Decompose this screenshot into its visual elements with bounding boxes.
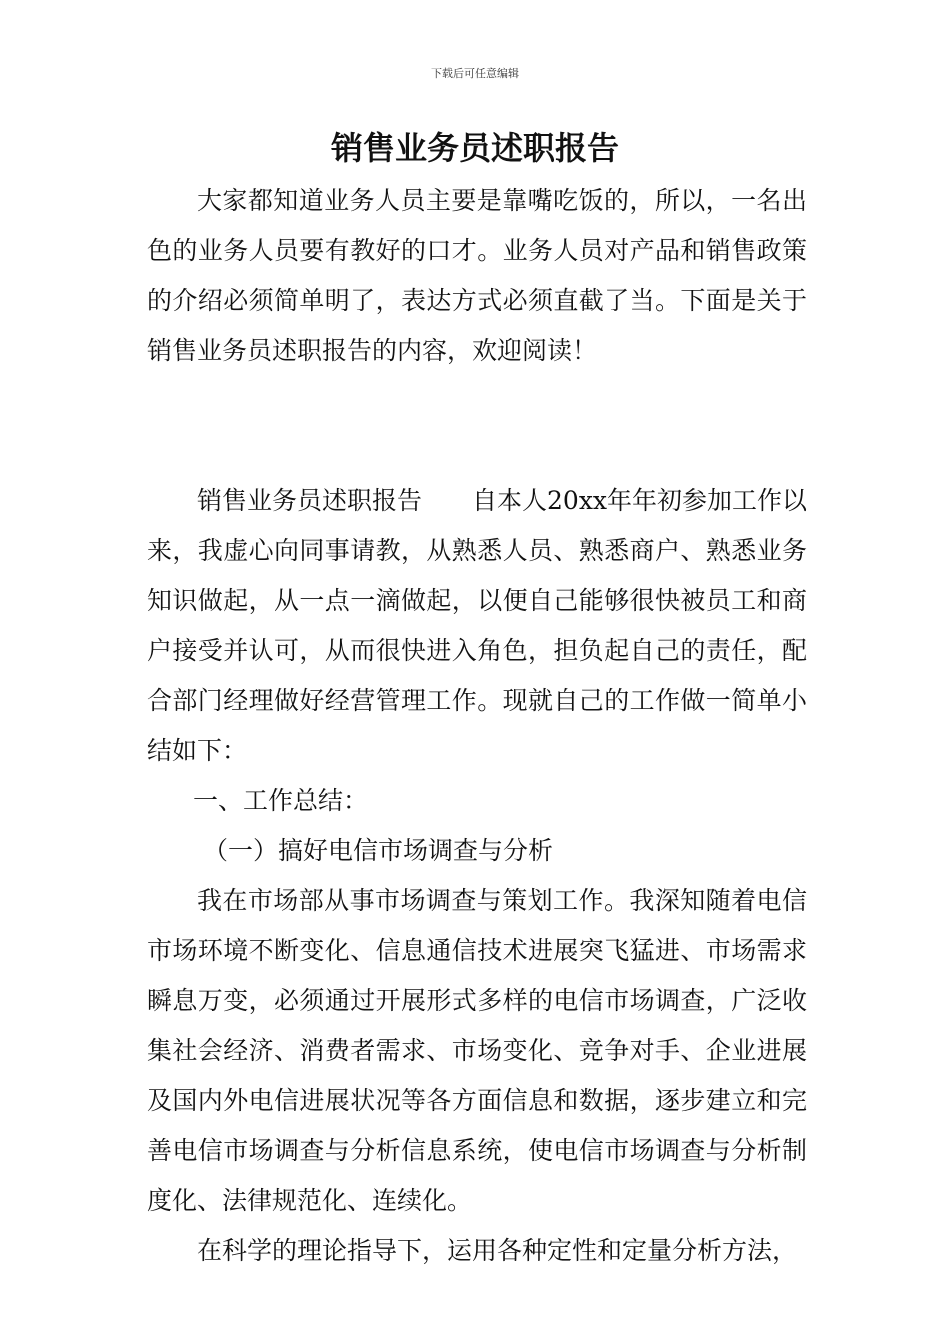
document-title: 销售业务员述职报告 [330, 129, 619, 167]
paragraph-spacer [147, 376, 807, 426]
science-paragraph: 在科学的理论指导下，运用各种定性和定量分析方法， [197, 1236, 798, 1265]
intro-paragraph: 大家都知道业务人员主要是靠嘴吃饭的，所以，一名出色的业务人员要有教好的口才。业务人员对产品和销售政策的介绍必须简单明了，表达方式必须直截了当。下面是关于销售业务员述职报告的内容，欢迎阅读！ [147, 186, 807, 365]
paragraph-spacer [147, 426, 807, 476]
header-note: 下载后可任意编辑 [431, 67, 519, 80]
document-body [147, 176, 807, 1276]
report-paragraph: 销售业务员述职报告 自本人20xx年年初参加工作以来，我虚心向同事请教，从熟悉人员、熟悉商户、熟悉业务知识做起，从一点一滴做起，以便自己能够很快被员工和商户接受并认可，从而很快进入角色，担负起自己的责任，配合部门经理做好经营管理工作。现就自己的工作做一简单小结如下： [147, 486, 808, 765]
section-heading-1: 一、工作总结： [193, 786, 369, 815]
market-paragraph: 我在市场部从事市场调查与策划工作。我深知随着电信市场环境不断变化、信息通信技术进展突飞猛进、市场需求瞬息万变，必须通过开展形式多样的电信市场调查，广泛收集社会经济、消费者需求、市场变化、竞争对手、企业进展及国内外电信进展状况等各方面信息和数据，逐步建立和完善电信市场调查与分析信息系统，使电信市场调查与分析制度化、法律规范化、连续化。 [147, 886, 807, 1215]
section-heading-2: （一）搞好电信市场调查与分析 [203, 836, 554, 865]
